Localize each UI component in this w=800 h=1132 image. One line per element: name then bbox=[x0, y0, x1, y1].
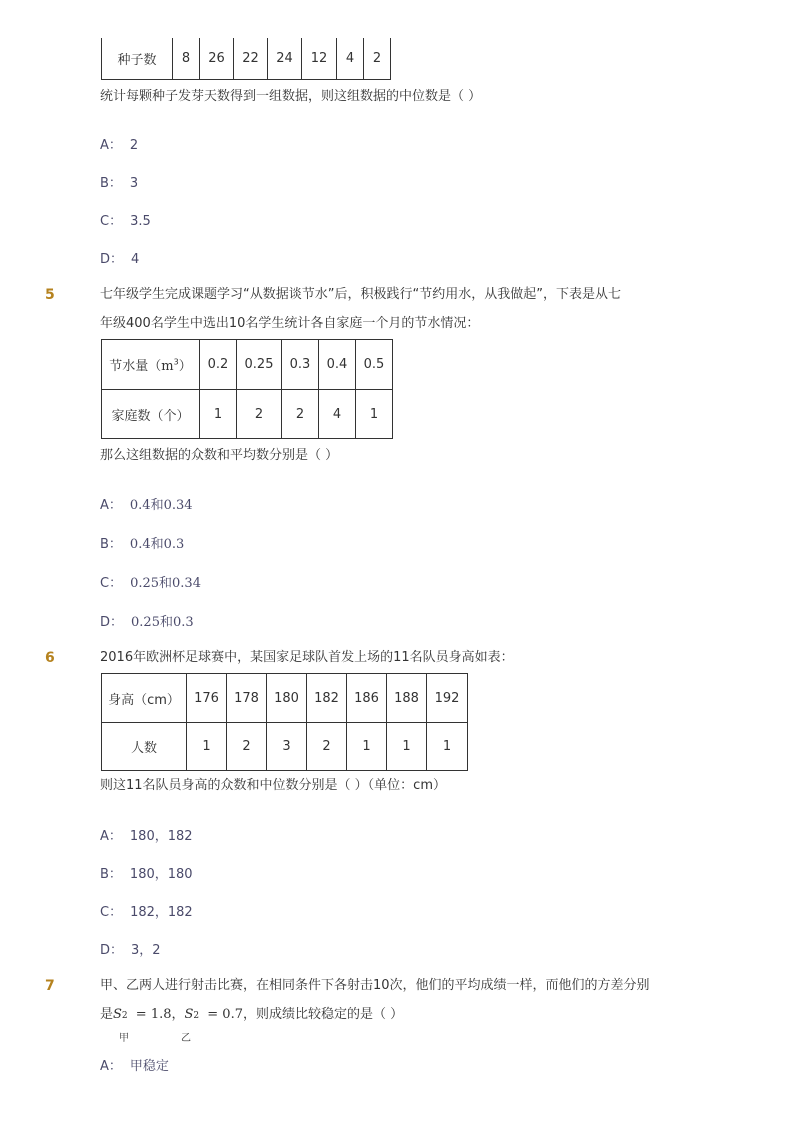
q6-header-cell: 178 bbox=[227, 674, 267, 723]
q5-header-cell: 0.2 bbox=[200, 340, 237, 390]
q5-header-cell: 0.25 bbox=[237, 340, 282, 390]
q7-label-jia: 甲 bbox=[119, 1033, 129, 1044]
q6-row2-cell: 2 bbox=[227, 723, 267, 771]
q4-table-cell: 26 bbox=[200, 38, 234, 80]
q6-row2-cell: 1 bbox=[347, 723, 387, 771]
q5-option-c[interactable]: C： 0.25和0.34 bbox=[100, 576, 201, 591]
q5-row2-cell: 1 bbox=[356, 390, 393, 439]
q6-option-c[interactable]: C： 182，182 bbox=[100, 905, 193, 920]
q4-table-cell: 22 bbox=[234, 38, 268, 80]
q6-stem: 2016年欧洲杯足球赛中，某国家足球队首发上场的11名队员身高如表： bbox=[100, 650, 514, 665]
q5-question: 那么这组数据的众数和平均数分别是（ ） bbox=[100, 448, 339, 463]
q6-row2-cell: 2 bbox=[307, 723, 347, 771]
q5-option-d[interactable]: D： 0.25和0.3 bbox=[100, 615, 194, 630]
q5-header-cell: 0.5 bbox=[356, 340, 393, 390]
q6-row2-cell: 1 bbox=[387, 723, 427, 771]
q6-number: 6 bbox=[45, 650, 55, 666]
q5-header-label: 节水量$(m^3)$ bbox=[102, 340, 200, 390]
q5-row2-cell: 4 bbox=[319, 390, 356, 439]
q7-stem-line2: 是S2 = 1.8，S2 = 0.7，则成绩比较稳定的是（ ） bbox=[100, 1007, 404, 1022]
q5-row2-label: 家庭数（个） bbox=[102, 390, 200, 439]
q6-header-cell: 188 bbox=[387, 674, 427, 723]
q7-option-a[interactable]: A： 甲稳定 bbox=[100, 1059, 169, 1074]
q4-seed-table bbox=[101, 38, 391, 80]
q4-table-cell: 24 bbox=[268, 38, 302, 80]
q5-row2-cell: 2 bbox=[282, 390, 319, 439]
q6-row2-cell: 3 bbox=[267, 723, 307, 771]
q6-row2-label: 人数 bbox=[102, 723, 187, 771]
q4-table-cell: 8 bbox=[173, 38, 200, 80]
q7-label-yi: 乙 bbox=[181, 1033, 191, 1044]
q6-option-a[interactable]: A： 180，182 bbox=[100, 829, 193, 844]
q5-header-cell: 0.4 bbox=[319, 340, 356, 390]
q4-table-cell: 4 bbox=[337, 38, 364, 80]
q5-stem-line2: 年级400名学生中选出10名学生统计各自家庭一个月的节水情况： bbox=[100, 316, 480, 331]
q6-header-cell: 186 bbox=[347, 674, 387, 723]
q5-header-cell: 0.3 bbox=[282, 340, 319, 390]
q6-header-cell: 176 bbox=[187, 674, 227, 723]
q5-option-b[interactable]: B： 0.4和0.3 bbox=[100, 537, 185, 552]
q5-option-a[interactable]: A： 0.4和0.34 bbox=[100, 498, 193, 513]
q6-header-cell: 192 bbox=[427, 674, 468, 723]
q5-water-table bbox=[101, 339, 393, 439]
q4-table-cell: 2 bbox=[364, 38, 391, 80]
q6-option-b[interactable]: B： 180，180 bbox=[100, 867, 193, 882]
q6-header-cell: 180 bbox=[267, 674, 307, 723]
q6-row2-cell: 1 bbox=[427, 723, 468, 771]
q4-stem: 统计每颗种子发芽天数得到一组数据，则这组数据的中位数是（ ） bbox=[100, 89, 482, 104]
q4-option-c[interactable]: C： 3.5 bbox=[100, 214, 151, 229]
q7-number: 7 bbox=[45, 978, 55, 994]
q5-number: 5 bbox=[45, 287, 55, 303]
q6-header-cell: 182 bbox=[307, 674, 347, 723]
q6-height-table bbox=[101, 673, 468, 771]
q5-row2-cell: 2 bbox=[237, 390, 282, 439]
q7-stem-line1: 甲、乙两人进行射击比赛，在相同条件下各射击10次，他们的平均成绩一样，而他们的方差分别 bbox=[100, 978, 650, 993]
q4-table-cell: 12 bbox=[302, 38, 337, 80]
q6-header-label: 身高（cm） bbox=[102, 674, 187, 723]
q4-option-d[interactable]: D： 4 bbox=[100, 252, 140, 267]
q4-table-row-label: 种子数 bbox=[102, 38, 173, 80]
q6-row2-cell: 1 bbox=[187, 723, 227, 771]
q5-stem-line1: 七年级学生完成课题学习“从数据谈节水”后，积极践行“节约用水，从我做起”，下表是从七 bbox=[100, 287, 621, 302]
q4-option-a[interactable]: A： 2 bbox=[100, 138, 139, 153]
q4-option-b[interactable]: B： 3 bbox=[100, 176, 139, 191]
q5-row2-cell: 1 bbox=[200, 390, 237, 439]
q6-question: 则这11名队员身高的众数和中位数分别是（ ）（单位：cm） bbox=[100, 778, 446, 793]
q6-option-d[interactable]: D： 3，2 bbox=[100, 943, 161, 958]
